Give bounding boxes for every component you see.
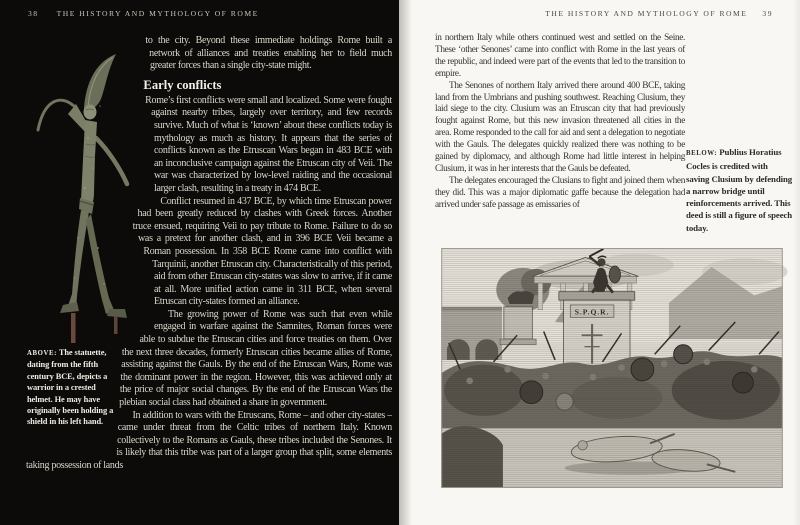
body-paragraph: The delegates encouraged the Clusians to fight and joined them when they did. This was a major diplomatic gaffe because the delegation had arrived under safe passage as emissaries of (435, 175, 685, 210)
engraving-caption (686, 146, 793, 234)
running-header-right (545, 9, 773, 18)
body-paragraph: The growing power of Rome was such that even while engaged in warfare against the Samnites, Roman forces were able to subdue the Etruscan cities and force treaties on them. Over the next three decades, formerly Etruscan cities became allies of Rome, assisting against the Gauls. By the end of the Etruscan Wars, Rome was the dominant power in the region. However, this was achieved only at the price of major social changes. By the end of the Etruscan Wars the plebian social class had obtained a share in government. (119, 308, 392, 409)
right-page (399, 0, 800, 525)
page-number-left: 38 (28, 9, 39, 18)
body-paragraph: In addition to wars with the Etruscans, Rome – and other city-states – came under threat from the Celtic tribes of northern Italy. Known collectively to the Romans as Gauls, these tribes included the Senones. It is likely that this tribe was part of a larger group that split, some elements taking possession of lands (26, 409, 392, 471)
caption-text: The statuette, dating from the fifth century BCE, depicts a warrior in a crested helmet. He may have originally been holding a shield in his left hand. (27, 348, 114, 427)
engraving-illustration (433, 248, 791, 488)
caption-label: ABOVE: (27, 350, 58, 357)
body-paragraph: Conflict resumed in 437 BCE, by which time Etruscan power had been greatly reduced by clashes with Greek forces. Another truce ensued, requiring Veii to pay tribute to Rome. Failure to do so was a pretext for another clash, and in 396 BCE Veii became a Roman possession. In 358 BCE Rome came into conflict with Tarquinii, another Etruscan city. Characteristically of this period, aid from other Etruscan city-states was slow to arrive, if it came at all. More unified action came in 311 BCE, when several Etruscan city-states formed an alliance. (132, 195, 392, 308)
left-page-text-column (26, 35, 392, 503)
caption-label: BELOW: (686, 150, 718, 157)
section-heading: Early conflicts (143, 77, 222, 92)
running-header-left (28, 9, 259, 18)
body-paragraph: The Senones of northern Italy arrived there around 400 BCE, taking land from the Umbrians and pushing southwest. Reaching Clusium, they laid siege to the city. Clusium was an Etruscan city that had previously fought against Rome, but this new invasion threatened all cities in the area. Rome responded to the call for aid and sent a delegation to negotiate with the Gauls. The delegates quickly realized there was nothing to be gained by diplomacy, and although Rome had little interest in helping Clusium, it was in her interests that the Gauls be defeated. (435, 80, 685, 174)
body-paragraph: in northern Italy while others continued west and settled on the Seine. These ‘other Senones’ came into conflict with Rome in the last years of the republic, and indeed were part of the events that led to the transition to empire. (435, 33, 685, 79)
running-title-left: THE HISTORY AND MYTHOLOGY OF ROME (56, 9, 259, 18)
statuette-caption (27, 347, 115, 428)
page-number-right: 39 (762, 9, 773, 18)
right-page-text-column (435, 33, 685, 212)
engraving-hatch-texture (441, 248, 783, 488)
spqr-inscription: S.P.Q.R. (574, 307, 610, 317)
left-page (0, 0, 399, 525)
running-title-right: THE HISTORY AND MYTHOLOGY OF ROME (545, 9, 748, 18)
body-paragraph: to the city. Beyond these immediate holdings Rome built a network of alliances and treaties enabling her to field much greater forces than a single city-state might. (145, 35, 392, 72)
caption-text: Publius Horatius Cocles is credited with saving Clusium by defending a narrow bridge until reinforcements arrived. This deed is still a figure of speech today. (686, 147, 793, 233)
body-paragraph: Rome’s first conflicts were small and localized. Some were fought against nearby tribes, largely over territory, and few records survive. Much of what is ‘known’ about these conflicts today is mythology as much as history. It appears that the series of conflicts known as the Etruscan Wars began in 483 BCE with an inconclusive campaign against the Etruscan city of Veii. The war was characterized by low-level raiding and the occasional larger clash, resulting in a treaty in 474 BCE. (145, 94, 392, 194)
